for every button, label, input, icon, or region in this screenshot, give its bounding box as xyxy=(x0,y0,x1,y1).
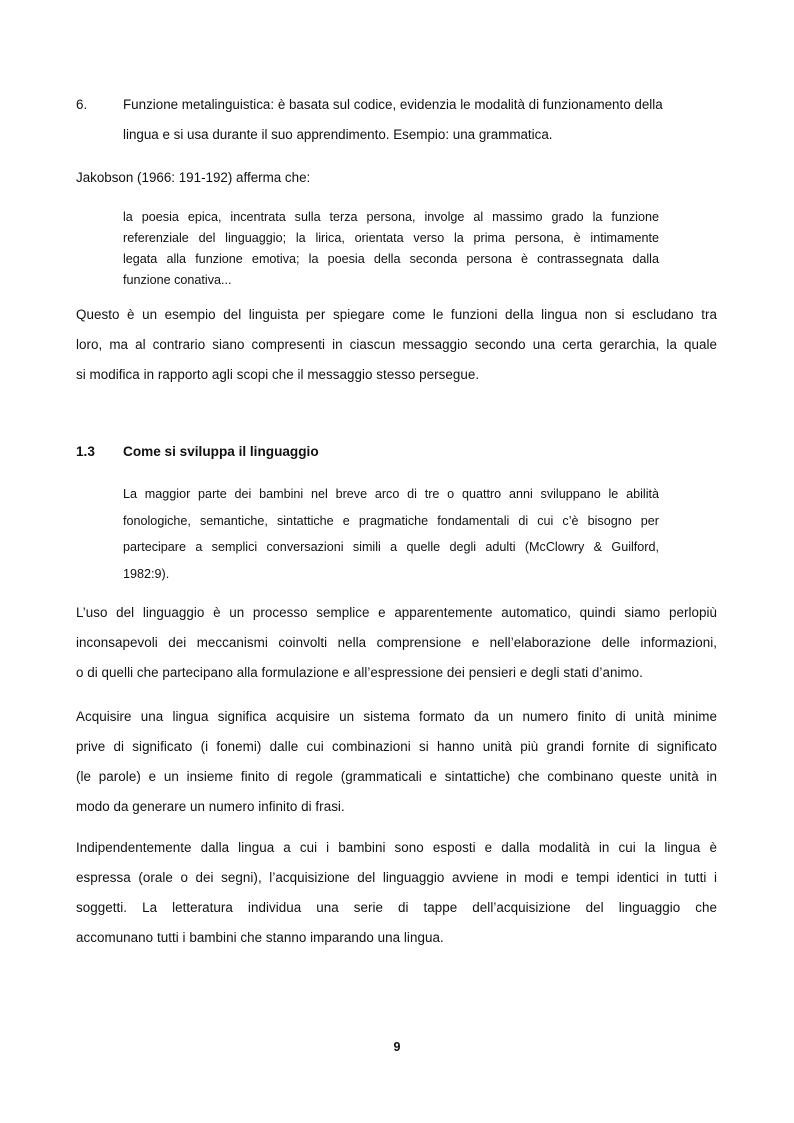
list-item-text-line-1: Funzione metalinguistica: è basata sul codice, evidenzia le modalità di funzionamento della xyxy=(123,97,663,112)
paragraph-line: L’uso del linguaggio è un processo semplice e apparentemente automatico, quindi siamo perlopiù xyxy=(76,605,717,620)
page-number: 9 xyxy=(393,1040,401,1054)
paragraph-line: prive di significato (i fonemi) dalle cui combinazioni si hanno unità più grandi fornite di significato xyxy=(76,739,717,754)
block-quote-jakobson xyxy=(123,207,659,291)
paragraph-line: accomunano tutti i bambini che stanno imparando una lingua. xyxy=(76,930,444,945)
paragraph-line: loro, ma al contrario siano compresenti in ciascun messaggio secondo una certa gerarchia, la quale xyxy=(76,337,717,352)
list-item-text-line-2: lingua e si usa durante il suo apprendimento. Esempio: una grammatica. xyxy=(123,127,553,142)
quote-line: partecipare a semplici conversazioni simili a quelle degli adulti (McClowry & Guilford, xyxy=(123,540,659,554)
paragraph-line: o di quelli che partecipano alla formulazione e all’espressione dei pensieri e degli stati d’animo. xyxy=(76,665,643,680)
list-item-number: 6. xyxy=(76,97,88,112)
quote-line: legata alla funzione emotiva; la poesia della seconda persona è contrassegnata dalla xyxy=(123,252,659,266)
paragraph-line: Questo è un esempio del linguista per spiegare come le funzioni della lingua non si escludano tra xyxy=(76,307,717,322)
paragraph-line: inconsapevoli dei meccanismi coinvolti nella comprensione e nell’elaborazione delle informazioni, xyxy=(76,635,717,650)
paragraph-line: modo da generare un numero infinito di frasi. xyxy=(76,799,345,814)
quote-line: referenziale del linguaggio; la lirica, orientata verso la prima persona, è intimamente xyxy=(123,231,659,245)
section-number: 1.3 xyxy=(76,444,95,459)
quote-line: fonologiche, semantiche, sintattiche e pragmatiche fondamentali di cui c’è bisogno per xyxy=(123,513,659,528)
section-title: Come si sviluppa il linguaggio xyxy=(123,444,319,459)
quote-intro: Jakobson (1966: 191-192) afferma che: xyxy=(76,170,311,185)
quote-line: La maggior parte dei bambini nel breve arco di tre o quattro anni sviluppano le abilità xyxy=(123,487,659,501)
paragraph xyxy=(76,598,717,688)
paragraph xyxy=(76,702,717,822)
paragraph-line: espressa (orale o dei segni), l’acquisizione del linguaggio avviene in modi e tempi identici in tutti i xyxy=(76,870,717,885)
paragraph-line: Acquisire una lingua significa acquisire un sistema formato da un numero finito di unità minime xyxy=(76,709,717,724)
paragraph xyxy=(76,833,717,953)
quote-line: la poesia epica, incentrata sulla terza persona, involge al massimo grado la funzione xyxy=(123,210,659,224)
block-quote-mcclowry xyxy=(123,481,659,587)
paragraph-line: Indipendentemente dalla lingua a cui i bambini sono esposti e dalla modalità in cui la lingua è xyxy=(76,840,717,855)
paragraph-line: si modifica in rapporto agli scopi che il messaggio stesso persegue. xyxy=(76,367,480,382)
paragraph-line: (le parole) e un insieme finito di regole (grammaticali e sintattiche) che combinano queste unità in xyxy=(76,769,717,784)
quote-line: funzione conativa... xyxy=(123,273,232,287)
paragraph xyxy=(76,300,717,390)
quote-line: 1982:9). xyxy=(123,566,170,581)
paragraph-line: soggetti. La letteratura individua una serie di tappe dell’acquisizione del linguaggio che xyxy=(76,900,717,915)
